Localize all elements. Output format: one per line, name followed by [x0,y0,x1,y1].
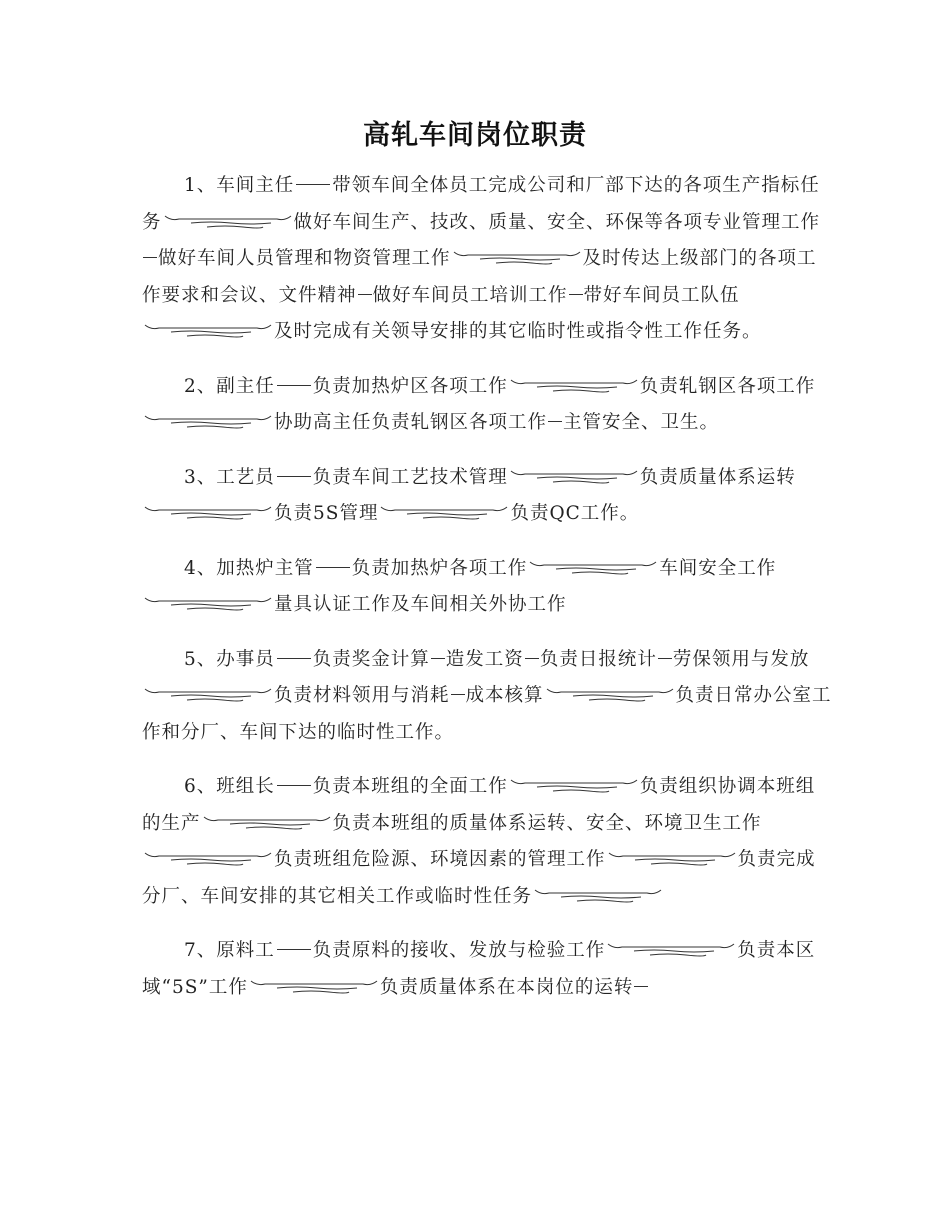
wavy-connector-mark [143,685,273,705]
wavy-connector-mark [509,376,639,396]
role-heading: 1、车间主任 [184,175,295,196]
wavy-connector-mark [379,503,509,523]
duty-text: 负责原料的接收、发放与检验工作 [312,940,606,961]
document-title: 高轧车间岗位职责 [363,120,587,151]
duty-text: 主管安全、卫生。 [563,412,720,433]
dash-separator [569,294,583,295]
dash-separator [548,421,562,422]
duty-text: 协助高主任负责轧钢区各项工作 [274,412,548,433]
duty-paragraph [142,369,832,442]
dash-separator [658,658,672,659]
duty-text: 负责加热炉各项工作 [351,557,528,579]
duty-text: 造发工资 [445,648,524,670]
role-heading: 3、工艺员 [184,466,275,488]
duty-text: 做好车间员工培训工作 [372,284,568,306]
duty-text: 负责日报统计 [539,648,657,670]
emdash-separator [277,785,311,786]
dash-separator [451,694,465,695]
duty-paragraph [142,551,832,624]
wavy-connector-mark [143,849,273,869]
wavy-connector-mark [528,558,658,578]
dash-separator [431,658,445,659]
emdash-separator [277,949,311,950]
duty-text: 负责质量体系在本岗位的运转 [379,976,634,998]
dash-separator [358,294,372,295]
duty-text: 负责本班组的质量体系运转、安全、环境卫生工作 [332,812,762,834]
role-heading: 5、办事员 [184,648,275,670]
duty-text: 做好车间生产、技改、质量、安全、环保等各项专业管理工作 [293,211,821,233]
duty-paragraph [142,769,832,915]
role-heading: 2、副主任 [184,375,275,397]
duty-text: 带领车间全体员工完成公司和厂部下达的各项生产指标任务 [142,175,820,233]
duty-text: 量具认证工作及车间相关外协工作 [274,594,567,615]
wavy-connector-mark [533,886,663,906]
role-heading: 7、原料工 [184,940,275,961]
dash-separator [525,658,539,659]
wavy-connector-mark [606,940,736,960]
duty-text: 负责本班组的全面工作 [312,776,508,797]
wavy-connector-mark [143,412,273,432]
duty-text: 带好车间员工队伍 [583,284,740,306]
wavy-connector-mark [143,594,273,614]
wavy-connector-mark [143,321,273,341]
duty-text: 负责完成分厂、车间安排的其它相关工作或临时性任务 [142,849,816,907]
wavy-connector-mark [163,212,293,232]
duty-text: 成本核算 [465,685,544,706]
dash-separator [143,257,157,258]
emdash-separator [277,658,311,659]
wavy-connector-mark [509,776,639,796]
wavy-connector-mark [452,248,582,268]
duty-text: 负责材料领用与消耗 [274,685,450,706]
role-heading: 6、班组长 [184,776,275,797]
wavy-connector-mark [202,813,332,833]
duty-text: 负责奖金计算 [312,648,430,670]
dash-separator [634,986,648,987]
duty-text: 负责QC工作。 [510,503,640,524]
duty-paragraph [142,933,832,1006]
duty-text: 负责班组危险源、环境因素的管理工作 [274,849,606,870]
duty-paragraph [142,642,832,752]
role-heading: 4、加热炉主管 [184,557,314,579]
duty-text: 劳保领用与发放 [672,648,810,670]
duty-text: 负责轧钢区各项工作 [639,375,816,397]
emdash-separator [277,476,311,477]
wavy-connector-mark [607,849,737,869]
wavy-connector-mark [545,685,675,705]
duty-text: 及时传达上级部门的各项工作要求和会议、文件精神 [142,248,817,306]
wavy-connector-mark [249,977,379,997]
duty-text: 负责组织协调本班组的生产 [142,776,816,834]
duty-text: 及时完成有关领导安排的其它临时性或指令性工作任务。 [274,321,762,342]
emdash-separator [277,385,311,386]
duty-text: 负责质量体系运转 [639,466,796,488]
duty-paragraph [142,460,832,533]
emdash-separator [316,567,350,568]
duty-text: 做好车间人员管理和物资管理工作 [158,248,451,269]
duty-text: 负责日常办公室工作和分厂、车间下达的临时性工作。 [142,685,832,743]
document-body [142,168,832,1024]
duty-text: 负责加热炉区各项工作 [312,375,508,397]
duty-paragraph [142,168,832,351]
duty-text: 负责本区域“5S”工作 [142,940,816,998]
wavy-connector-mark [143,503,273,523]
duty-text: 负责5S管理 [274,503,379,524]
duty-text: 负责车间工艺技术管理 [312,466,508,488]
duty-text: 车间安全工作 [659,557,777,579]
wavy-connector-mark [509,467,639,487]
emdash-separator [296,184,330,185]
